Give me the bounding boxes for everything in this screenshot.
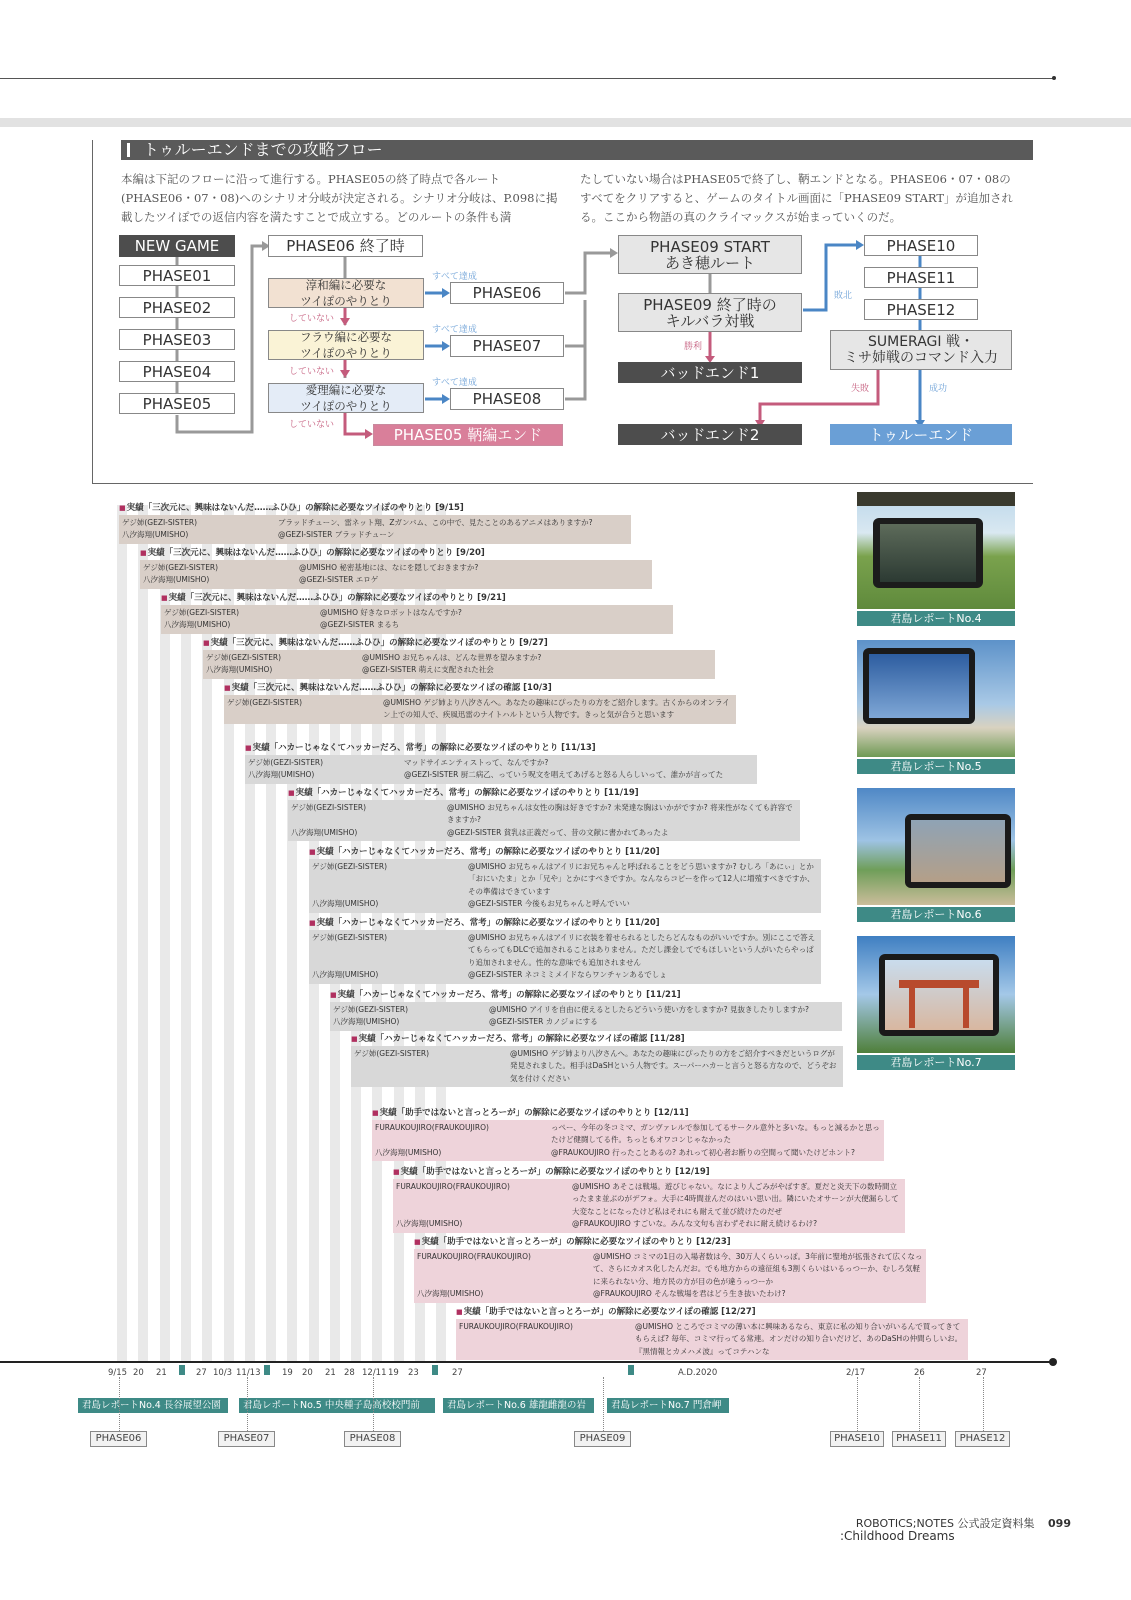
tweet-message: @UMISHO あそこは戦場。遊びじゃない。なにより人ごみがやばすぎ。夏だと炎天下の数時間立ったまま並ぶのがデフォ。大手に4時間並んだのはいい思い出。隣にいたオサーンが大便漏らして大変なことになったけど私はそれにも耐えて並び続けたのだぜ — [572, 1181, 899, 1216]
tweet-user: ゲジ姉(GEZI-SISTER) — [354, 1048, 430, 1058]
label-done-b: すべて達成 — [432, 325, 477, 335]
tweet-message: @UMISHO ゲジ姉より八汐さんへ。あなたの趣味にぴったりの方をご紹介します。古くからのオンライン上での知人で、疾風迅雷のナイトハルトという人物です。きっと気が合うと思います — [383, 697, 730, 719]
timeline-tick-label: 20 — [133, 1368, 144, 1378]
footer-subtitle: :Childhood Dreams — [840, 1529, 955, 1543]
timeline-phase-connector — [119, 1377, 120, 1431]
tweet-body — [330, 1002, 842, 1031]
tweet-block — [140, 547, 652, 589]
tweet-user: ゲジ姉(GEZI-SISTER) — [122, 517, 198, 527]
timeline-phase-box: PHASE07 — [218, 1431, 275, 1447]
tweet-body — [140, 560, 652, 589]
tweet-title: ■ 実績「ハカーじゃなくてハッカーだろ、常考」の解除に必要なツイぽのやりとり [11/20] — [309, 846, 821, 859]
tweet-user: FURAUKOUJIRO(FRAUKOUJIRO) — [417, 1251, 531, 1261]
tweet-body — [224, 695, 736, 724]
tweet-user: ゲジ姉(GEZI-SISTER) — [206, 652, 282, 662]
phase07-box: PHASE07 — [450, 335, 564, 357]
intro-left: 本編は下記のフローに沿って進行する。PHASE05の終了時点で各ルート(PHASE06・07・08)へのシナリオ分岐が決定される。シナリオ分岐は、P.098に掲載したツイぽでの返信内容を満たすことで成立する。どのルートの条件も満 — [121, 172, 558, 224]
tweet-message: @UMISHO ところでコミマの薄い本に興味あるなら、東京に私の知り合いがいるんで買ってきてもらえば? 毎年、コミマ行ってる常連。オンだけの知り合いだけど、あのDaSHの仲間らしいお。『黒情報とカメハメ波』ってコテハンな — [635, 1321, 963, 1356]
label-notdone-b: していない — [289, 367, 335, 377]
timeline-tick-label: 11/13 — [236, 1368, 261, 1378]
tweet-message: @UMISHO お兄ちゃんは、どんな世界を望みますか? — [362, 652, 542, 662]
tweet-user: FURAUKOUJIRO(FRAUKOUJIRO) — [375, 1122, 489, 1132]
tweet-user: ゲジ姉(GEZI-SISTER) — [333, 1004, 409, 1014]
phase09-start-box: PHASE09 START あき穂ルート — [618, 235, 802, 274]
phase12-box: PHASE12 — [864, 299, 978, 320]
report-6-image — [857, 788, 1015, 905]
tweet-message: @GEZI-SISTER 貧乳は正義だって、昔の文献に書かれてあったよ — [447, 827, 669, 837]
tweet-message: @FRAUKOUJIRO そんな戦場を君はどう生き抜いたわけ? — [593, 1289, 786, 1298]
tweet-title: ■ 実績「三次元に、興味はないんだ……ふひひ」の解除に必要なツイぽのやりとり [9/27] — [203, 637, 715, 650]
cond-airi-box: 愛理編に必要な ツイぽのやりとり — [268, 383, 424, 413]
intro-right: たしていない場合はPHASE05で終了し、鞆エンドとなる。PHASE06・07・08のすべてをクリアすると、ゲームのタイトル画面に「PHASE09 START」が追加される。ここから物語の真のクライマックスが始まっていくのだ。 — [580, 172, 1014, 224]
tweet-block — [456, 1306, 968, 1360]
report-4-image — [857, 492, 1015, 609]
tweet-block — [288, 787, 800, 841]
timeline-marker — [179, 1365, 185, 1375]
tweet-user: 八汐海翔(UMISHO) — [333, 1017, 400, 1026]
tweet-body — [393, 1179, 905, 1233]
tweet-user: 八汐海翔(UMISHO) — [375, 1147, 442, 1157]
label-lose: 敗北 — [834, 291, 853, 301]
tweet-user: FURAUKOUJIRO(FRAUKOUJIRO) — [459, 1321, 573, 1331]
footer-brand-text: ROBOTICS;NOTES 公式設定資料集 — [855, 1517, 1035, 1530]
tweet-title: ■ 実績「助手ではないと言っとろーが」の解除に必要なツイぽのやりとり [12/19] — [393, 1166, 905, 1179]
timeline-stripe — [138, 505, 148, 1361]
label-win: 勝利 — [684, 342, 703, 352]
timeline-tick-label: 26 — [914, 1368, 925, 1378]
tweet-title: ■ 実績「助手ではないと言っとろーが」の解除に必要なツイぽのやりとり [12/11] — [372, 1107, 884, 1120]
thumb-report-6 — [857, 788, 1015, 922]
tweet-user: ゲジ姉(GEZI-SISTER) — [227, 697, 303, 707]
phase-box-5: PHASE05 — [119, 393, 235, 414]
cond-junna-box: 淳和編に必要な ツイぽのやりとり — [268, 278, 424, 308]
report-5-image — [857, 640, 1015, 757]
timeline-phase-connector — [983, 1377, 984, 1431]
thumb-caption-5: 君島レポートNo.5 — [857, 759, 1015, 774]
tweet-block — [119, 502, 631, 544]
label-fail: 失敗 — [851, 384, 870, 394]
tweet-block — [203, 637, 715, 679]
tweet-message: @FRAUKOUJIRO 行ったことあるの? あれって初心者お断りの空間って聞いたけどホント? — [551, 1147, 856, 1157]
timeline-phase-box: PHASE06 — [90, 1431, 147, 1447]
timeline-axis — [0, 1361, 1055, 1363]
tweet-user: ゲジ姉(GEZI-SISTER) — [143, 562, 219, 572]
tweet-message: @GEZI-SISTER エロゲ — [299, 575, 379, 584]
tweet-user: ゲジ姉(GEZI-SISTER) — [291, 802, 367, 812]
tweet-body — [351, 1046, 843, 1088]
tweet-body — [245, 755, 757, 784]
label-notdone-a: していない — [289, 314, 335, 324]
timeline-marker — [264, 1365, 270, 1375]
timeline-tick-label: A.D.2020 — [678, 1368, 718, 1378]
tweet-body — [288, 800, 800, 842]
tweet-message: @UMISHO コミマの1日の入場者数は今、30万人くらいっぽ。3年前に聖地が拡張されて広くなって、さらにカオス化したんだお。でも地方からの遠征組も3割くらいはいるっつーか、むしろ気軽に来られない分、地方民の方が目の色が違うっつーか — [593, 1251, 923, 1286]
tweet-title: ■ 実績「三次元に、興味はないんだ……ふひひ」の解除に必要なツイぽのやりとり [9/15] — [119, 502, 631, 515]
tweet-body — [309, 859, 821, 913]
tweet-title: ■ 実績「三次元に、興味はないんだ……ふひひ」の解除に必要なツイぽの確認 [10/3] — [224, 682, 736, 695]
phase09-end-box: PHASE09 終了時の キルバラ対戦 — [618, 293, 802, 332]
tweet-body — [309, 930, 821, 984]
tweet-block — [309, 917, 821, 984]
phase-box-2: PHASE02 — [119, 297, 235, 318]
phase06-end-box: PHASE06 終了時 — [268, 235, 423, 257]
tweet-block — [372, 1107, 884, 1161]
thumb-caption-7: 君島レポートNo.7 — [857, 1055, 1015, 1070]
new-game-box: NEW GAME — [119, 235, 235, 257]
timeline-location: 君島レポートNo.5 中央種子島高校校門前 — [239, 1398, 435, 1413]
timeline-phase-connector — [603, 1377, 604, 1431]
timeline-phase-connector — [857, 1377, 858, 1431]
tweet-user: 八汐海翔(UMISHO) — [206, 665, 273, 674]
tweet-body — [119, 515, 631, 544]
tweet-user: 八汐海翔(UMISHO) — [248, 770, 315, 779]
tweet-user: 八汐海翔(UMISHO) — [312, 899, 379, 908]
label-done-c: すべて達成 — [432, 378, 477, 388]
page-number: 099 — [1048, 1517, 1071, 1530]
tweet-message: @GEZI-SISTER 厨二病乙、っていう呪文を唱えてあげると怒る人らしいって、誰かが言ってた — [404, 770, 724, 779]
tweet-title: ■ 実績「三次元に、興味はないんだ……ふひひ」の解除に必要なツイぽのやりとり [9/20] — [140, 547, 652, 560]
tweet-user: 八汐海翔(UMISHO) — [417, 1289, 484, 1298]
tweet-message: @UMISHO ゲジ姉より八汐さんへ。あなたの趣味にぴったりの方をご紹介すべきだというログが発見されました。相手はDaSHという人物です。スーパーハカーと言うと怒る方なので、どうぞお気を付けください — [510, 1048, 837, 1083]
phase05-end-box: PHASE05 鞆編エンド — [373, 424, 563, 446]
phase-box-4: PHASE04 — [119, 361, 235, 382]
tweet-user: 八汐海翔(UMISHO) — [396, 1219, 463, 1228]
tweet-message: @FRAUKOUJIRO すごいな。みんな文句も言わずそれに耐え続けるわけ? — [572, 1219, 818, 1228]
timeline-phase-box: PHASE10 — [830, 1431, 884, 1447]
tweet-block — [414, 1236, 926, 1303]
bad-end-1-box: バッドエンド1 — [618, 362, 802, 383]
timeline-location: 君島レポートNo.6 雄龍雌龍の岩 — [443, 1398, 594, 1413]
tweet-user: ゲジ姉(GEZI-SISTER) — [248, 757, 324, 767]
tweet-message: @GEZI-SISTER ネコミミメイドならワンチャンあるでしょ — [468, 970, 667, 979]
timeline-end-dot — [1049, 1358, 1057, 1366]
tweet-body — [203, 650, 715, 679]
phase-box-3: PHASE03 — [119, 329, 235, 350]
phase-box-1: PHASE01 — [119, 265, 235, 286]
tweet-title: ■ 実績「ハカーじゃなくてハッカーだろ、常考」の解除に必要なツイぽのやりとり [11/13] — [245, 742, 757, 755]
phase10-box: PHASE10 — [864, 235, 978, 256]
thumb-caption-4: 君島レポートNo.4 — [857, 611, 1015, 626]
tweet-user: 八汐海翔(UMISHO) — [143, 575, 210, 584]
sumeragi-box: SUMERAGI 戦・ ミサ姉戦のコマンド入力 — [830, 330, 1012, 370]
tweet-body — [414, 1249, 926, 1303]
timeline-phase-connector — [373, 1377, 374, 1431]
tweet-block — [393, 1166, 905, 1233]
timeline-tick-label: 9/15 — [108, 1368, 128, 1378]
timeline-tick-label: 19 — [388, 1368, 399, 1378]
tweet-title: ■ 実績「助手ではないと言っとろーが」の解除に必要なツイぽの確認 [12/27] — [456, 1306, 968, 1319]
tweet-message: @GEZI-SISTER まるち — [320, 620, 400, 629]
tweet-title: ■ 実績「ハカーじゃなくてハッカーだろ、常考」の解除に必要なツイぽのやりとり [11/21] — [330, 989, 842, 1002]
tweet-title: ■ 実績「助手ではないと言っとろーが」の解除に必要なツイぽのやりとり [12/23] — [414, 1236, 926, 1249]
timeline-tick-label: 27 — [452, 1368, 463, 1378]
tweet-message: @UMISHO お兄ちゃんはアイリに衣装を着せられるとしたらどんなものがいいですか。別にここで答えてもらってもDLCで追加されることはありません。ただし課金してでもほしいという人がいたらやっぱり追加されません。性的な意味でも追加されません — [468, 932, 816, 967]
thumb-report-5 — [857, 640, 1015, 774]
tweet-title: ■ 実績「ハカーじゃなくてハッカーだろ、常考」の解除に必要なツイぽのやりとり [11/19] — [288, 787, 800, 800]
tweet-message: @UMISHO お兄ちゃんは女性の胸は好きですか? 未発達な胸はいかがですか? 将来性がなくても許容できますか? — [447, 802, 793, 824]
timeline-location: 君島レポートNo.4 長谷展望公園 — [78, 1398, 228, 1413]
tweet-body — [161, 605, 673, 634]
tweet-block — [245, 742, 757, 784]
timeline-tick-label: 23 — [408, 1368, 419, 1378]
timeline-marker — [432, 1365, 438, 1375]
report-7-image — [857, 936, 1015, 1053]
phase08-box: PHASE08 — [450, 388, 564, 410]
tweet-user: 八汐海翔(UMISHO) — [122, 530, 189, 539]
thumb-caption-6: 君島レポートNo.6 — [857, 907, 1015, 922]
label-notdone-c: していない — [289, 420, 335, 430]
timeline-marker — [628, 1365, 634, 1375]
cond-frau-box: フラウ編に必要な ツイぽのやりとり — [268, 330, 424, 360]
tweet-user: 八汐海翔(UMISHO) — [291, 827, 358, 837]
timeline-phase-box: PHASE12 — [955, 1431, 1010, 1447]
thumb-report-7 — [857, 936, 1015, 1070]
tweet-message: @UMISHO アイリを自由に使えるとしたらどういう使い方をしますか? 見抜きしたりしますか? — [489, 1004, 810, 1014]
tweet-message: マッドサイエンティストって、なんですか? — [404, 757, 549, 767]
tweet-message: ブラッドチューン、雷ネット翔、Zガンバム、この中で、見たことのあるアニメはありますか? — [278, 517, 593, 527]
tweet-message: @GEZI-SISTER ブラッドチューン — [278, 530, 395, 539]
timeline-phase-box: PHASE09 — [574, 1431, 631, 1447]
thumb-report-4 — [857, 492, 1015, 626]
tweet-block — [351, 1033, 843, 1087]
tweet-user: 八汐海翔(UMISHO) — [164, 620, 231, 629]
tweet-block — [330, 989, 842, 1031]
timeline-tick-label: 21 — [325, 1368, 336, 1378]
timeline-stripe — [117, 505, 127, 1361]
phase11-box: PHASE11 — [864, 267, 978, 288]
tweet-block — [224, 682, 736, 724]
tweet-user: ゲジ姉(GEZI-SISTER) — [312, 932, 388, 942]
tweet-body — [456, 1319, 968, 1361]
label-done-a: すべて達成 — [432, 272, 477, 282]
timeline-phase-connector — [247, 1377, 248, 1431]
tweet-body — [372, 1120, 884, 1162]
timeline-tick-label: 21 — [156, 1368, 167, 1378]
true-end-box: トゥルーエンド — [830, 424, 1012, 445]
timeline-tick-label: 10/3 — [213, 1368, 233, 1378]
tweet-message: @UMISHO 秘密基地には、なにを隠しておきますか? — [299, 562, 479, 572]
timeline-tick-label: 12/11 — [362, 1368, 387, 1378]
section-title: トゥルーエンドまでの攻略フロー — [121, 140, 1033, 160]
tweet-title: ■ 実績「ハカーじゃなくてハッカーだろ、常考」の解除に必要なツイぽの確認 [11/28] — [351, 1033, 843, 1046]
timeline-location: 君島レポートNo.7 門倉岬 — [607, 1398, 729, 1413]
tweet-message: @GEZI-SISTER カノジョにする — [489, 1017, 598, 1026]
bad-end-2-box: バッドエンド2 — [618, 424, 802, 445]
tweet-message: @GEZI-SISTER 萌えに支配された社会 — [362, 665, 494, 674]
tweet-title: ■ 実績「ハカーじゃなくてハッカーだろ、常考」の解除に必要なツイぽのやりとり [11/20] — [309, 917, 821, 930]
tweet-message: っぺー、今年の冬コミマ、ガンヴァレルで参加してるサークル意外と多いな。もっと減るかと思ったけど健闘してる件。ちっともオワコンじゃなかった — [551, 1122, 880, 1144]
timeline-phase-box: PHASE11 — [892, 1431, 946, 1447]
tweet-user: ゲジ姉(GEZI-SISTER) — [312, 861, 388, 871]
tweet-message: @UMISHO お兄ちゃんはアイリにお兄ちゃんと呼ばれることをどう思いますか? むしろ「あにぃ」とか「おにいたま」とか「兄や」とかにすべきですか。なんならコピーを作って12人に増殖すべきですか、その準備はできています — [468, 861, 815, 896]
tweet-user: 八汐海翔(UMISHO) — [312, 970, 379, 979]
timeline-tick-label: 27 — [196, 1368, 207, 1378]
timeline-tick-label: 28 — [344, 1368, 355, 1378]
timeline-tick-label: 2/17 — [846, 1368, 866, 1378]
tweet-block — [309, 846, 821, 913]
timeline-tick-label: 19 — [282, 1368, 293, 1378]
tweet-title: ■ 実績「三次元に、興味はないんだ……ふひひ」の解除に必要なツイぽのやりとり [9/21] — [161, 592, 673, 605]
timeline-tick-label: 20 — [302, 1368, 313, 1378]
timeline-phase-connector — [919, 1377, 920, 1431]
timeline-tick-label: 27 — [976, 1368, 987, 1378]
label-success: 成功 — [929, 384, 948, 394]
tweet-user: ゲジ姉(GEZI-SISTER) — [164, 607, 240, 617]
tweet-message: @UMISHO 好きなロボットはなんですか? — [320, 607, 462, 617]
tweet-message: @GEZI-SISTER 今後もお兄ちゃんと呼んでいい — [468, 899, 630, 908]
tweet-user: FURAUKOUJIRO(FRAUKOUJIRO) — [396, 1181, 510, 1191]
timeline-phase-box: PHASE08 — [344, 1431, 401, 1447]
phase06-box: PHASE06 — [450, 282, 564, 304]
tweet-block — [161, 592, 673, 634]
